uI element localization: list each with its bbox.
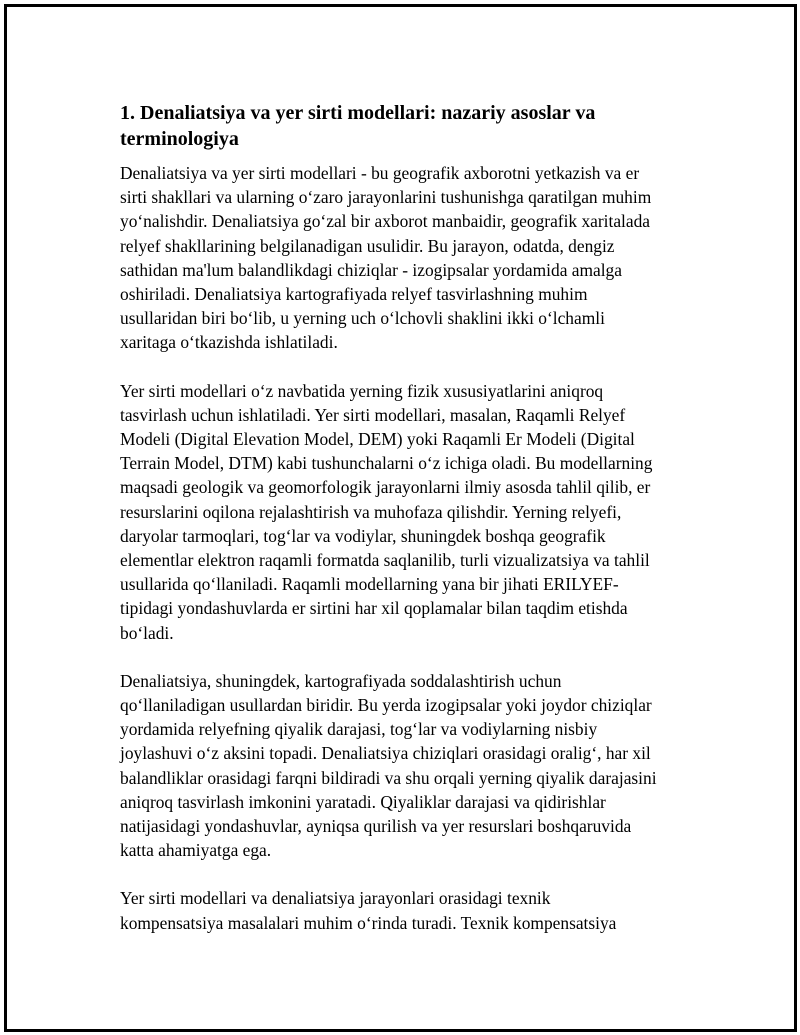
text-line: relyef shakllarining belgilanadigan usulidir. Bu jarayon, odatda, dengiz <box>120 235 615 256</box>
text-line: yordamida relyefning qiyalik darajasi, tog‘lar va vodiylarning nisbiy <box>120 719 598 740</box>
text-line: sathidan ma'lum balandlikdagi chiziqlar - izogipsalar yordamida amalga <box>120 259 622 280</box>
text-line: Terrain Model, DTM) kabi tushunchalarni o‘z ichiga oladi. Bu modellarning <box>120 453 653 474</box>
text-line: kompensatsiya masalalari muhim o‘rinda turadi. Texnik kompensatsiya <box>120 912 617 933</box>
text-line: usullaridan biri bo‘lib, u yerning uch o‘lchovli shaklini ikki o‘lchamli <box>120 308 605 329</box>
paragraph-2 <box>120 379 695 645</box>
text-line: katta ahamiyatga ega. <box>120 840 272 861</box>
text-line: Denaliatsiya va yer sirti modellari - bu geografik axborotni yetkazish va er <box>120 163 640 183</box>
page-frame <box>4 4 797 1032</box>
text-line: qo‘llaniladigan usullardan biridir. Bu yerda izogipsalar yoki joydor chiziqlar <box>120 695 652 716</box>
text-line: tasvirlash uchun ishlatiladi. Yer sirti modellari, masalan, Raqamli Relyef <box>120 404 626 425</box>
document-body <box>120 100 695 959</box>
text-line: resurslarini oqilona rejalashtirish va muhofaza qilishdir. Yerning relyefi, <box>120 501 622 522</box>
text-line: natijasidagi yondashuvlar, ayniqsa qurilish va yer resurslari boshqaruvida <box>120 816 632 837</box>
text-line: Modeli (Digital Elevation Model, DEM) yoki Raqamli Er Modeli (Digital <box>120 429 635 450</box>
text-line: yo‘nalishdir. Denaliatsiya go‘zal bir axborot manbaidir, geografik xaritalada <box>120 211 651 232</box>
text-line: sirti shakllari va ularning o‘zaro jarayonlarini tushunishga qaratilgan muhim <box>120 187 652 208</box>
text-line: daryolar tarmoqlari, tog‘lar va vodiylar, shuningdek boshqa geografik <box>120 525 606 546</box>
text-line: usullarida qo‘llaniladi. Raqamli modellarning yana bir jihati ERILYEF- <box>120 574 619 595</box>
text-line: bo‘ladi. <box>120 622 174 643</box>
heading-line: 1. Denaliatsiya va yer sirti modellari: nazariy asoslar va <box>120 102 596 124</box>
text-line: joylashuvi o‘z aksini topadi. Denaliatsiya chiziqlari orasidagi oralig‘, har xil <box>120 743 651 764</box>
text-line: balandliklar orasidagi farqni bildiradi va shu orqali yerning qiyalik darajasini <box>120 767 657 788</box>
text-line: Yer sirti modellari o‘z navbatida yerning fizik xususiyatlarini aniqroq <box>120 380 604 401</box>
paragraph-1 <box>120 161 695 355</box>
text-line: oshiriladi. Denaliatsiya kartografiyada relyef tasvirlashning muhim <box>120 284 588 305</box>
text-line: Yer sirti modellari va denaliatsiya jarayonlari orasidagi texnik <box>120 888 551 909</box>
text-line: elementlar elektron raqamli formatda saqlanilib, turli vizualizatsiya va tahlil <box>120 550 650 571</box>
paragraph-4 <box>120 886 695 934</box>
text-line: xaritaga o‘tkazishda ishlatiladi. <box>120 332 338 353</box>
paragraph-3 <box>120 669 695 863</box>
text-line: tipidagi yondashuvlarda er sirtini har xil qoplamalar bilan taqdim etishda <box>120 598 628 619</box>
text-line: Denaliatsiya, shuningdek, kartografiyada soddalashtirish uchun <box>120 670 562 691</box>
text-line: maqsadi geologik va geomorfologik jarayonlarni ilmiy asosda tahlil qilib, er <box>120 477 651 498</box>
heading-line: terminologiya <box>120 128 239 150</box>
text-line: aniqroq tasvirlash imkonini yaratadi. Qiyaliklar darajasi va qidirishlar <box>120 791 606 812</box>
section-heading <box>120 100 695 152</box>
